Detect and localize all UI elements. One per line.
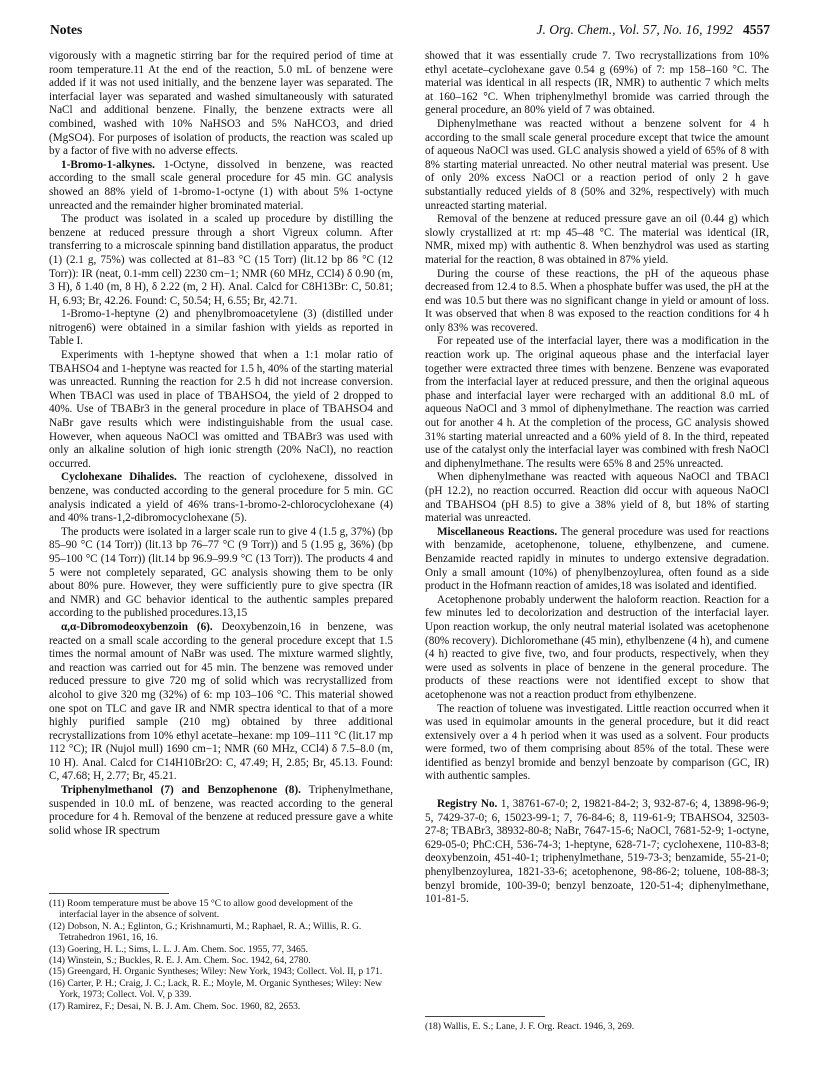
journal-name: J. Org. Chem., Vol. 57, No. 16, 1992	[536, 22, 733, 37]
right-column	[425, 50, 769, 907]
left-column-paragraph: α,α-Dibromodeoxybenzoin (6). Deoxybenzoin,16 in benzene, was reacted on a small scale according to the general procedure except that 1.5 times the normal amount of NaBr was used. The mixture warmed slightly, and reaction was carried out for 45 min. The benzene was removed under reduced pressure to give 720 mg of solid which was recrystallized from alcohol to give 320 mg (32%) of 6: mp 103–106 °C. This material showed one spot on TLC and gave IR and NMR spectra identical to that of a more highly purified sample (210 mg) obtained by three additional recrystallizations from 10% ethyl acetate–hexane: mp 109–111 °C (lit.17 mp 112 °C); IR (Nujol mull) 1690 cm−1; NMR (60 MHz, CCl4) δ 7.5–8.0 (m, 10 H). Anal. Calcd for C14H10Br2O: C, 47.49; H, 2.85; Br, 45.13. Found: C, 47.68; H, 2.77; Br, 45.21.	[49, 620, 393, 783]
journal-citation	[537, 22, 771, 38]
running-header	[50, 22, 770, 42]
section-label: Notes	[50, 22, 83, 37]
footnote: (14) Winstein, S.; Buckles, R. E. J. Am. Chem. Soc. 1942, 64, 2780.	[49, 955, 311, 967]
section-heading: Triphenylmethanol (7) and Benzophenone (8).	[61, 784, 301, 797]
footnote-rule	[425, 1016, 545, 1017]
page-number: 4557	[743, 22, 770, 37]
footnotes-left	[49, 893, 393, 1012]
right-column-paragraph: The reaction of toluene was investigated. Little reaction occurred when it was used in equimolar amounts in the general procedure, but it did react extensively over a 4 h period when it was used as a solvent. Four products were formed, two of them comprising about 85% of the total. These were identified as benzyl bromide and benzyl benzoate by comparison (GC, IR) with authentic samples.	[425, 702, 769, 783]
footnote: (11) Room temperature must be above 15 °C to allow good development of the interfacial layer in the absence of solvent.	[49, 898, 353, 921]
left-column-paragraph: vigorously with a magnetic stirring bar for the required period of time at room temperature.11 At the end of the reaction, 5.0 mL of benzene were added if it was not used initially, and the benzene layer was separated. The interfacial layer was separated and washed simultaneously with saturated NaCl and additional benzene. Finally, the benzene extracts were all combined, washed with 10% NaHSO3 and 5% NaHCO3, and dried (MgSO4). For purposes of isolation of products, the reaction was scaled up by a factor of five with no adverse effects.	[49, 50, 393, 158]
left-column-paragraph: Triphenylmethanol (7) and Benzophenone (8). Triphenylmethane, suspended in 10.0 mL of benzene, was reacted according to the general procedure for 4 h. Removal of the benzene at reduced pressure gave a white solid whose IR spectrum	[49, 784, 393, 837]
footnotes-right	[425, 1016, 769, 1032]
right-column-paragraph: Miscellaneous Reactions. The general procedure was used for reactions with benzamide, acetophenone, toluene, ethylbenzene, and cumene. Benzamide reacted rapidly in minutes to undergo extensive degradation. Only a small amount (10%) of phenylbenzoylurea, often found as a side product in the Hofmann reaction of amides,18 was isolated and identified.	[425, 525, 769, 593]
footnote: (18) Wallis, E. S.; Lane, J. F. Org. React. 1946, 3, 269.	[425, 1021, 635, 1032]
registry-heading: Registry No.	[437, 798, 498, 811]
footnote: (13) Goering, H. L.; Sims, L. L. J. Am. Chem. Soc. 1955, 77, 3465.	[49, 943, 309, 955]
left-column-paragraph: 1-Bromo-1-alkynes. 1-Octyne, dissolved in benzene, was reacted according to the small scale general procedure for 45 min. GC analysis showed an 88% yield of 1-bromo-1-octyne (1) with about 5% 1-octyne unreacted and the remainder higher brominated material.	[49, 158, 393, 212]
right-column-paragraph: During the course of these reactions, the pH of the aqueous phase decreased from 12.4 to 8.5. When a phosphate buffer was used, the pH at the end was 10.5 but there was no significant change in yield or amount of loss. It was observed that when 8 was exposed to the reaction conditions for 4 h only 83% was recovered.	[425, 267, 769, 334]
footnote: (16) Carter, P. H.; Craig, J. C.; Lack, R. E.; Moyle, M. Organic Syntheses; Wiley: New York, 1973; Collect. Vol. V, p 339.	[49, 977, 383, 1001]
footnote-rule	[49, 893, 169, 894]
left-column-paragraph: Experiments with 1-heptyne showed that when a 1:1 molar ratio of TBAHSO4 and 1-heptyne was reacted for 1.5 h, 40% of the starting material was unreacted. Running the reaction for 2.5 h did not increase conversion. When TBACl was used in place of TBAHSO4, the yield of 2 dropped to 40%. Use of TBABr3 in the general procedure in place of TBAHSO4 and NaBr gave results which were indistinguishable from the usual case. However, when aqueous NaOCl was omitted and TBABr3 was used with only an alkaline solution of high ionic strength (20% NaCl), no reaction occurred.	[49, 349, 393, 470]
footnote: (17) Ramirez, F.; Desai, N. B. J. Am. Chem. Soc. 1960, 82, 2653.	[49, 1000, 301, 1012]
right-column-paragraph: For repeated use of the interfacial layer, there was a modification in the reaction work up. The original aqueous phase and the interfacial layer together were extracted three times with benzene. Benzene was evaporated from the interfacial layer at reduced pressure, and then the original aqueous phase and interfacial layer were recharged with an additional 8.0 mL of aqueous NaOCl and 3 mmol of diphenylmethane. The reaction was carried out for another 4 h. At the completion of the process, GC analysis showed 31% starting material unreacted and a 60% yield of 8. In the third, repeated use of the catalyst only the interfacial layer was combined with fresh NaOCl and diphenylmethane. The results were 65% 8 and 25% unreacted.	[425, 335, 769, 470]
left-column	[49, 50, 393, 838]
section-heading: Miscellaneous Reactions.	[437, 525, 558, 538]
right-column-paragraph: Acetophenone probably underwent the haloform reaction. Reaction for a few minutes led to decolorization and destruction of the interfacial layer. Upon reaction workup, the only neutral material isolated was acetophenone (80% recovery). Dichloromethane (45 min), ethylbenzene (4 h), and cumene (4 h) reacted to give five, two, and four products, respectively, when they were used as solvents in place of benzene in the general procedure. The products of these reactions were not identified except to show that acetophenone was not a reaction product from ethylbenzene.	[425, 593, 769, 701]
right-column-paragraph: Diphenylmethane was reacted without a benzene solvent for 4 h according to the small scale general procedure except that twice the amount of aqueous NaOCl was used. GLC analysis showed a yield of 65% of 8 with 8% starting material unreacted. No other neutral material was present. Use of only 20% excess NaOCl or a reaction period of only 2 h gave substantially reduced yields of 8 (50% and 32%, respectively) with much unreacted starting material.	[425, 117, 769, 212]
footnote: (12) Dobson, N. A.; Eglinton, G.; Krishnamurti, M.; Raphael, R. A.; Willis, R. G. Tetrahedron 1961, 16, 16.	[49, 920, 362, 944]
section-heading: 1-Bromo-1-alkynes.	[61, 158, 155, 171]
left-column-paragraph: 1-Bromo-1-heptyne (2) and phenylbromoacetylene (3) (distilled under nitrogen6) were obtained in a similar fashion with yields as reported in Table I.	[49, 308, 393, 348]
right-column-paragraph: When diphenylmethane was reacted with aqueous NaOCl and TBACl (pH 12.2), no reaction occurred. Reaction did occur with aqueous NaOCl and TBAHSO4 (pH 8.5) to give a 38% yield of 8, but 18% of starting material was unreacted.	[425, 471, 769, 525]
right-column-paragraph: Removal of the benzene at reduced pressure gave an oil (0.44 g) which slowly crystallized at rt: mp 45–48 °C. The material was identical (IR, NMR, mixed mp) with authentic 8. When benzhydrol was used as starting material for the reaction, 8 was obtained in 87% yield.	[425, 213, 769, 266]
section-heading: α,α-Dibromodeoxybenzoin (6).	[61, 620, 213, 633]
left-column-paragraph: The product was isolated in a scaled up procedure by distilling the benzene at reduced pressure through a short Vigreux column. After transferring to a microscale spinning band distillation apparatus, the product (1) (2.1 g, 75%) was collected at 81–83 °C (15 Torr) (lit.12 bp 86 °C (12 Torr)): IR (neat, 0.1-mm cell) 2230 cm−1; NMR (60 MHz, CCl4) δ 0.90 (m, 3 H), δ 1.40 (m, 8 H), δ 2.22 (m, 2 H). Anal. Calcd for C8H13Br: C, 50.81; H, 6.93; Br, 42.26. Found: C, 50.54; H, 6.55; Br, 42.71.	[49, 213, 393, 307]
registry-numbers: Registry No. 1, 38761-67-0; 2, 19821-84-2; 3, 932-87-6; 4, 13898-96-9; 5, 7429-37-0; 6, 15023-99-1; 7, 76-84-6; 8, 119-61-9; TBAHSO4, 32503-27-8; TBABr3, 38932-80-8; NaBr, 7647-15-6; NaOCl, 7681-52-9; 1-octyne, 629-05-0; PhC:CH, 536-74-3; 1-heptyne, 628-71-7; cyclohexene, 110-83-8; deoxybenzoin, 451-40-1; triphenylmethane, 519-73-3; benzamide, 55-21-0; phenylbenzoylurea, 1821-33-6; acetophenone, 98-86-2; toluene, 108-88-3; benzyl bromide, 100-39-0; benzyl benzoate, 120-51-4; diphenylmethane, 101-81-5.	[425, 798, 769, 906]
left-column-paragraph: The products were isolated in a larger scale run to give 4 (1.5 g, 37%) (bp 85–90 °C (14 Torr)) (lit.13 bp 76–77 °C (9 Torr)) and 5 (1.95 g, 36%) (bp 95–100 °C (14 Torr)) (lit.14 bp 96.9–99.9 °C (13 Torr)). The products 4 and 5 were not completely separated, GC analysis showing them to be only about 80% pure. However, they were sufficiently pure to give spectra (IR and NMR) and GC behavior identical to the authentic samples prepared according to the published procedures.13,15	[49, 525, 393, 620]
footnote: (15) Greengard, H. Organic Syntheses; Wiley: New York, 1943; Collect. Vol. II, p 171.	[49, 966, 383, 978]
right-column-paragraph: showed that it was essentially crude 7. Two recrystallizations from 10% ethyl acetate–cyclohexane gave 0.54 g (69%) of 7: mp 158–160 °C. The material was identical in all respects (IR, NMR) to authentic 7 which melts at 160–162 °C. When triphenylmethyl bromide was carried through the general procedure, an 80% yield of 7 was obtained.	[425, 50, 769, 117]
left-column-paragraph: Cyclohexane Dihalides. The reaction of cyclohexene, dissolved in benzene, was conducted according to the general procedure for 5 min. GC analysis indicated a yield of 46% trans-1-bromo-2-chlorocyclohexane (4) and 40% trans-1,2-dibromocyclohexane (5).	[49, 471, 393, 525]
section-heading: Cyclohexane Dihalides.	[61, 471, 177, 484]
